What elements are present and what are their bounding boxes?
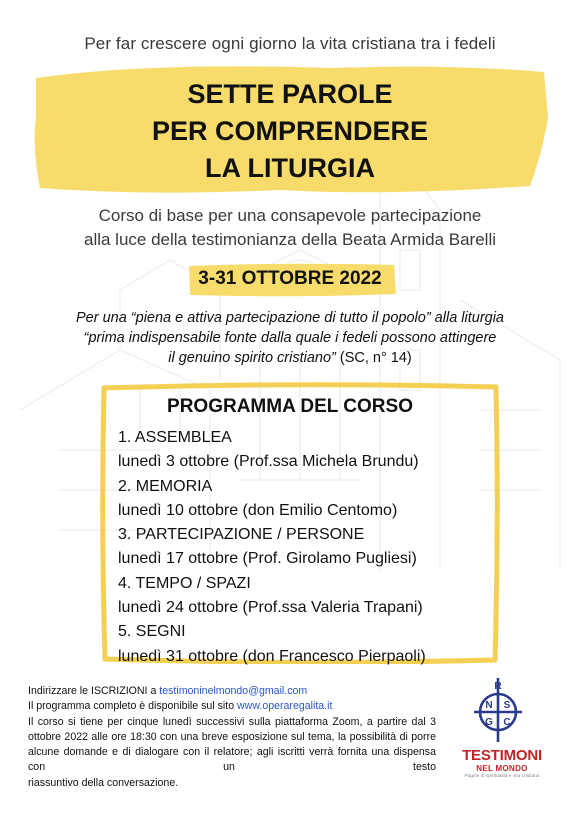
course-title <box>0 76 580 187</box>
info-block <box>28 684 436 791</box>
program-item-topic: 5. SEGNI <box>118 623 186 641</box>
course-dates: 3-31 OTTOBRE 2022 <box>198 268 382 289</box>
program-item-date: lunedì 17 ottobre (Prof. Girolamo Pugliesi) <box>118 550 417 568</box>
logo-letter-c: C <box>503 717 511 728</box>
website-link[interactable]: www.operaregalita.it <box>237 700 333 713</box>
title-line-1: SETTE PAROLE <box>187 79 393 109</box>
logo-name-line-2: NEL MONDO <box>476 764 528 773</box>
program-item-topic: 1. ASSEMBLEA <box>118 429 232 446</box>
program-item-topic: 4. TEMPO / SPAZI <box>118 574 251 592</box>
registration-email-link[interactable]: testimoninelmondo@gmail.com <box>159 685 308 697</box>
program-title: PROGRAMMA DEL CORSO <box>167 396 413 417</box>
quote-line-3: il genuino spirito cristiano” <box>168 350 336 366</box>
program-item-date: lunedì 31 ottobre (don Francesco Pierpaoli) <box>118 647 426 665</box>
subtitle-line-2: alla luce della testimonianza della Beata Armida Barelli <box>83 230 496 249</box>
program-item-date: lunedì 3 ottobre (Prof.ssa Michela Brundu) <box>118 453 419 471</box>
registration-text: Indirizzare le ISCRIZIONI a <box>28 685 160 697</box>
tagline: Per far crescere ogni giorno la vita cristiana tra i fedeli <box>84 34 496 53</box>
testimoni-logo-icon <box>470 676 526 744</box>
course-description: Il corso si tiene per cinque lunedì successivi sulla piattaforma Zoom, a partire dal 3 ottobre 2022 alle ore 18:30 con una breve esposizione sul tema, la possibilità di porre alcune domande e di dialogare con il relatore; agli iscritti verrà fornita una dispensa con un testo <box>28 715 436 774</box>
course-subtitle <box>0 204 580 252</box>
logo-letter-s: S <box>503 700 511 711</box>
quote-line-2: “prima indispensabile fonte dalla quale i fedeli possono attingere <box>83 330 497 346</box>
quote-line-1: Per una “piena e attiva partecipazione di tutto il popolo” alla liturgia <box>75 310 504 326</box>
title-line-2: PER COMPRENDERE <box>151 116 429 146</box>
program-item-date: lunedì 24 ottobre (Prof.ssa Valeria Trapani) <box>118 599 423 617</box>
logo-letter-r: R <box>494 681 502 692</box>
logo-name-line-1: TESTIMONI <box>462 747 542 764</box>
logo-letter-g: G <box>485 717 493 728</box>
program-list <box>118 426 498 669</box>
program-item-topic: 3. PARTECIPAZIONE / PERSONE <box>118 526 365 544</box>
course-description-end: riassuntivo della conversazione. <box>28 776 179 789</box>
program-item-date: lunedì 10 ottobre (don Emilio Centomo) <box>118 501 398 519</box>
title-line-3: LA LITURGIA <box>205 153 375 183</box>
quote-reference: (SC, n° 14) <box>335 350 412 366</box>
logo-tagline: Pagine di spiritualità e vita cristiana <box>464 774 540 779</box>
liturgy-quote <box>0 308 580 368</box>
program-text: Il programma completo è disponibile sul sito <box>28 700 238 713</box>
logo-letter-n: N <box>485 700 493 711</box>
subtitle-line-1: Corso di base per una consapevole partecipazione <box>98 206 482 225</box>
testimoni-logo <box>452 748 552 780</box>
program-item-topic: 2. MEMORIA <box>118 477 213 495</box>
